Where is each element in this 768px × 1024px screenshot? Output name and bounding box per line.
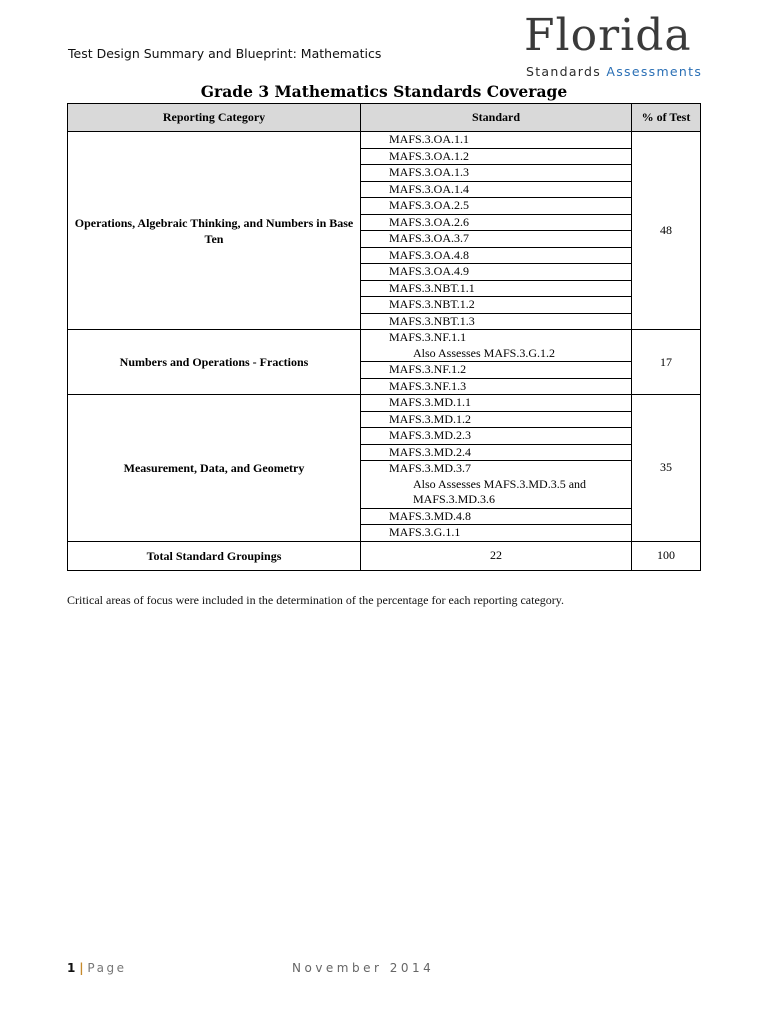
logo-wordmark: Florida	[524, 10, 692, 61]
standard-code: MAFS.3.MD.2.4	[389, 444, 472, 459]
standard-code: MAFS.3.OA.1.1	[389, 132, 470, 146]
total-label: Total Standard Groupings	[68, 541, 361, 570]
standard-code: MAFS.3.OA.4.8	[389, 247, 470, 262]
standard-code: MAFS.3.OA.4.9	[389, 264, 470, 278]
standard-code: MAFS.3.NF.1.2	[389, 362, 467, 376]
standard-item	[361, 314, 631, 330]
standard-code: MAFS.3.MD.3.7	[389, 461, 472, 475]
standards-list-cell	[361, 330, 632, 395]
total-count: 22	[361, 541, 632, 570]
standard-item	[361, 445, 631, 462]
table-row	[68, 330, 701, 395]
standard-code: MAFS.3.OA.2.5	[389, 198, 470, 212]
standard-item	[361, 149, 631, 166]
reporting-category: Numbers and Operations - Fractions	[68, 330, 361, 395]
logo-subtitle: Standards Assessments	[526, 64, 703, 79]
standard-item	[361, 330, 631, 362]
standard-item	[361, 198, 631, 215]
standards-coverage-table	[67, 103, 701, 571]
standard-code: MAFS.3.OA.3.7	[389, 231, 470, 245]
reporting-category: Measurement, Data, and Geometry	[68, 395, 361, 542]
standard-item	[361, 509, 631, 526]
standard-item	[361, 281, 631, 298]
standard-code: MAFS.3.MD.2.3	[389, 428, 472, 442]
standards-list-cell	[361, 395, 632, 542]
standard-item	[361, 525, 631, 541]
column-header-percent: % of Test	[632, 104, 701, 132]
page-title: Grade 3 Mathematics Standards Coverage	[200, 82, 568, 101]
standard-item	[361, 362, 631, 379]
also-assesses-note: Also Assesses MAFS.3.MD.3.5 and MAFS.3.MD.3.6	[413, 476, 587, 506]
column-header-standard: Standard	[361, 104, 632, 132]
standard-item	[361, 412, 631, 429]
total-row	[68, 541, 701, 570]
table-row	[68, 395, 701, 542]
standard-code: MAFS.3.NBT.1.3	[389, 313, 475, 328]
table-row	[68, 132, 701, 330]
standard-item	[361, 264, 631, 281]
standard-item	[361, 297, 631, 314]
standard-code: MAFS.3.NBT.1.1	[389, 280, 475, 295]
reporting-category: Operations, Algebraic Thinking, and Numbers in Base Ten	[68, 132, 361, 330]
also-assesses-note: Also Assesses MAFS.3.G.1.2	[413, 345, 556, 360]
standard-code: MAFS.3.OA.1.2	[389, 148, 470, 163]
standard-item	[361, 132, 631, 149]
standard-item	[361, 248, 631, 265]
standard-code: MAFS.3.OA.1.3	[389, 165, 470, 179]
table-header-row	[68, 104, 701, 132]
standards-list-cell	[361, 132, 632, 330]
standard-item	[361, 428, 631, 445]
standard-item	[361, 231, 631, 248]
standard-code: MAFS.3.OA.2.6	[389, 214, 470, 229]
standard-item	[361, 461, 631, 509]
total-percent: 100	[632, 541, 701, 570]
standard-code: MAFS.3.MD.1.2	[389, 411, 472, 426]
footer-date: November 2014	[292, 961, 435, 975]
standard-code: MAFS.3.MD.1.1	[389, 395, 472, 409]
standard-code: MAFS.3.MD.4.8	[389, 508, 472, 523]
standard-item	[361, 165, 631, 182]
running-header: Test Design Summary and Blueprint: Mathematics	[68, 46, 382, 61]
footnote: Critical areas of focus were included in the determination of the percentage for each reporting category.	[67, 593, 564, 607]
standard-code: MAFS.3.NBT.1.2	[389, 297, 475, 311]
florida-standards-assessments-logo	[524, 10, 704, 80]
standard-code: MAFS.3.NF.1.1	[389, 330, 467, 344]
standard-item	[361, 182, 631, 199]
standard-item	[361, 395, 631, 412]
percent-of-test: 17	[632, 330, 701, 395]
column-header-category: Reporting Category	[68, 104, 361, 132]
page-number: 1 | Page	[67, 961, 127, 975]
standard-code: MAFS.3.OA.1.4	[389, 181, 470, 196]
standard-item	[361, 215, 631, 232]
standard-code: MAFS.3.NF.1.3	[389, 378, 467, 393]
standard-code: MAFS.3.G.1.1	[389, 525, 461, 539]
percent-of-test: 35	[632, 395, 701, 542]
standard-item	[361, 379, 631, 395]
percent-of-test: 48	[632, 132, 701, 330]
